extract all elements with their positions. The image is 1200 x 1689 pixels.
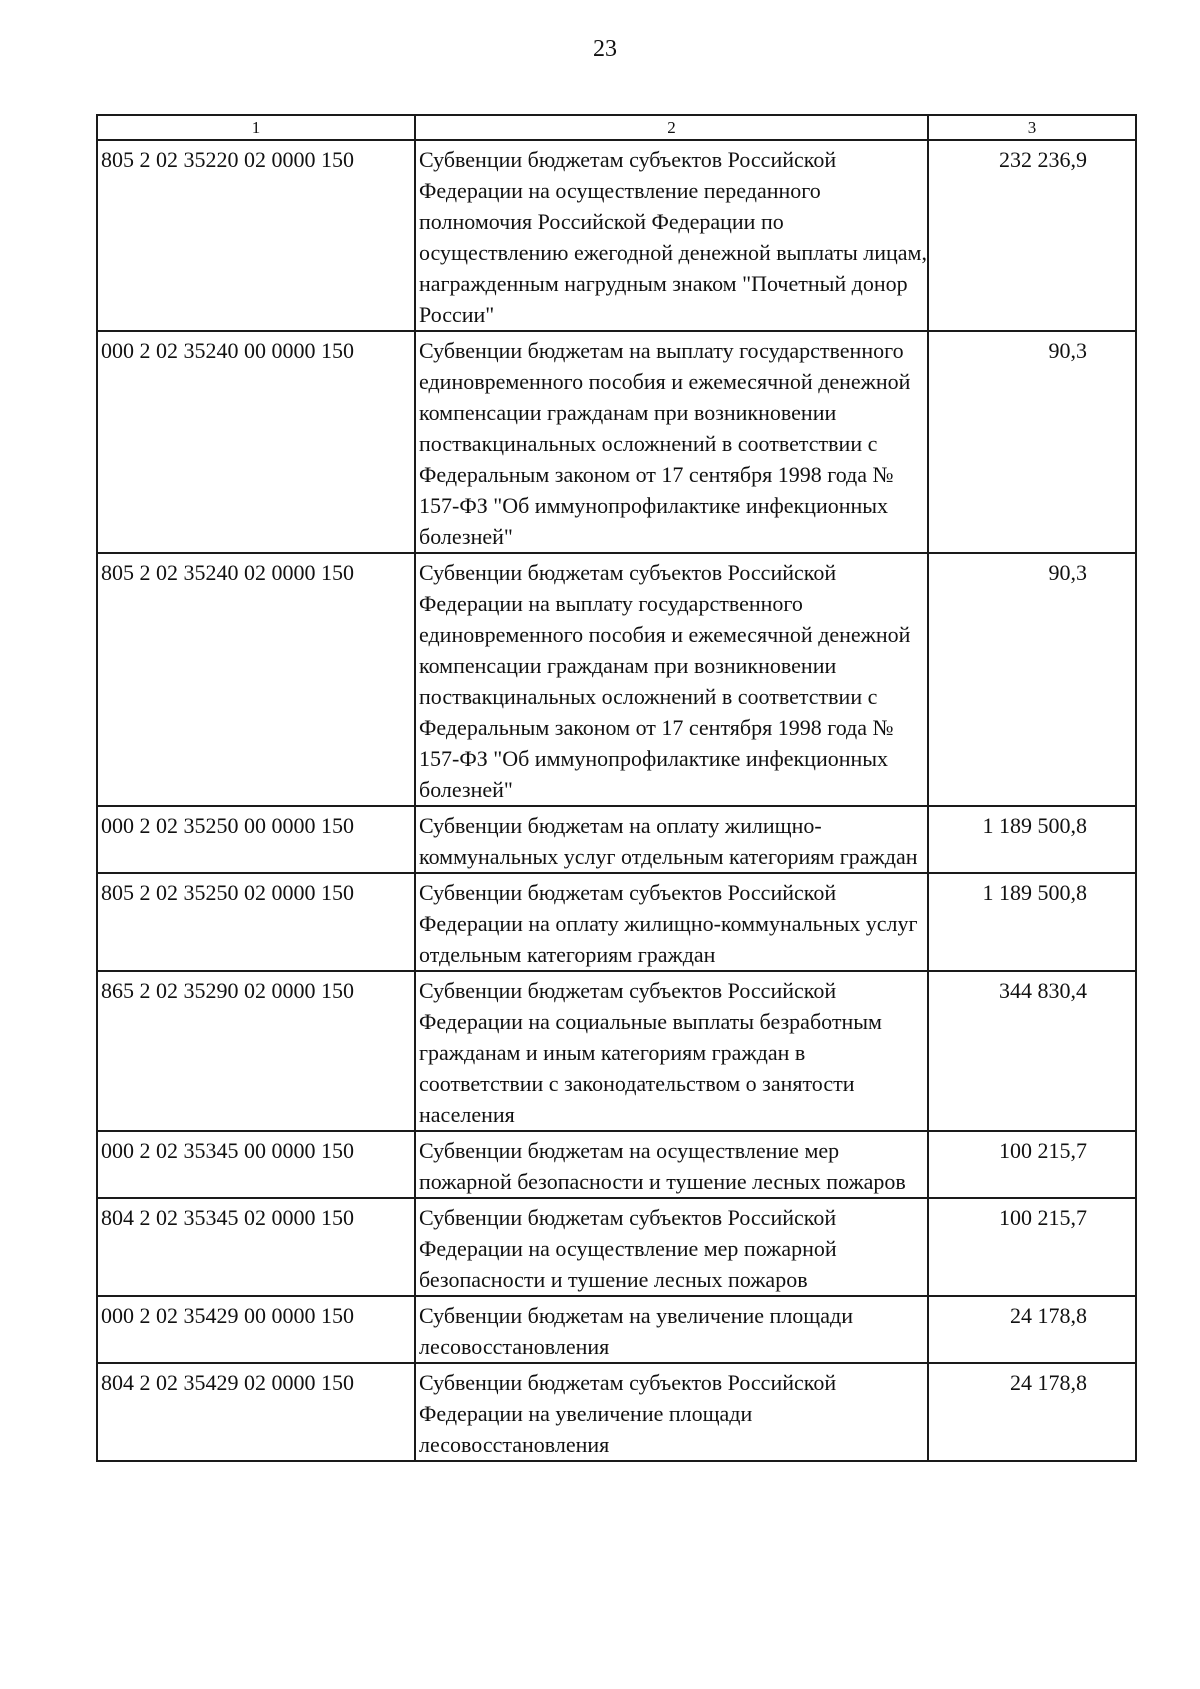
table-header-row bbox=[97, 115, 1136, 140]
table-row bbox=[97, 873, 1136, 971]
budget-code-cell: 804 2 02 35345 02 0000 150 bbox=[97, 1198, 415, 1296]
amount-cell: 24 178,8 bbox=[928, 1296, 1136, 1363]
amount-cell: 1 189 500,8 bbox=[928, 806, 1136, 873]
table-row bbox=[97, 971, 1136, 1131]
table-row bbox=[97, 1296, 1136, 1363]
column-header-2: 2 bbox=[415, 115, 928, 140]
table-row bbox=[97, 1198, 1136, 1296]
table-row bbox=[97, 140, 1136, 331]
page-number: 23 bbox=[593, 36, 617, 62]
column-header-1: 1 bbox=[97, 115, 415, 140]
budget-table bbox=[96, 114, 1137, 1462]
description-cell: Субвенции бюджетам субъектов Российской Федерации на выплату государственного единовременного пособия и ежемесячной денежной компенсации гражданам при возникновении поствакцинальных осложнений в соответствии с Федеральным законом от 17 сентября 1998 года № 157-ФЗ "Об иммунопрофилактике инфекционных болезней" bbox=[415, 553, 928, 806]
description-cell: Субвенции бюджетам на увеличение площади лесовосстановления bbox=[415, 1296, 928, 1363]
table-row bbox=[97, 553, 1136, 806]
table-row bbox=[97, 1131, 1136, 1198]
description-cell: Субвенции бюджетам субъектов Российской Федерации на оплату жилищно-коммунальных услуг отдельным категориям граждан bbox=[415, 873, 928, 971]
budget-code-cell: 805 2 02 35250 02 0000 150 bbox=[97, 873, 415, 971]
budget-code-cell: 000 2 02 35240 00 0000 150 bbox=[97, 331, 415, 553]
amount-cell: 24 178,8 bbox=[928, 1363, 1136, 1461]
budget-code-cell: 000 2 02 35345 00 0000 150 bbox=[97, 1131, 415, 1198]
budget-code-cell: 805 2 02 35220 02 0000 150 bbox=[97, 140, 415, 331]
budget-code-cell: 805 2 02 35240 02 0000 150 bbox=[97, 553, 415, 806]
amount-cell: 100 215,7 bbox=[928, 1131, 1136, 1198]
description-cell: Субвенции бюджетам на оплату жилищно-коммунальных услуг отдельным категориям граждан bbox=[415, 806, 928, 873]
column-header-3: 3 bbox=[928, 115, 1136, 140]
amount-cell: 344 830,4 bbox=[928, 971, 1136, 1131]
amount-cell: 232 236,9 bbox=[928, 140, 1136, 331]
amount-cell: 90,3 bbox=[928, 553, 1136, 806]
amount-cell: 90,3 bbox=[928, 331, 1136, 553]
amount-cell: 100 215,7 bbox=[928, 1198, 1136, 1296]
table-row bbox=[97, 1363, 1136, 1461]
description-cell: Субвенции бюджетам субъектов Российской Федерации на осуществление мер пожарной безопасности и тушение лесных пожаров bbox=[415, 1198, 928, 1296]
budget-code-cell: 865 2 02 35290 02 0000 150 bbox=[97, 971, 415, 1131]
description-cell: Субвенции бюджетам на выплату государственного единовременного пособия и ежемесячной денежной компенсации гражданам при возникновении поствакцинальных осложнений в соответствии с Федеральным законом от 17 сентября 1998 года № 157-ФЗ "Об иммунопрофилактике инфекционных болезней" bbox=[415, 331, 928, 553]
description-cell: Субвенции бюджетам субъектов Российской Федерации на социальные выплаты безработным гражданам и иным категориям граждан в соответствии с законодательством о занятости населения bbox=[415, 971, 928, 1131]
budget-code-cell: 000 2 02 35429 00 0000 150 bbox=[97, 1296, 415, 1363]
description-cell: Субвенции бюджетам субъектов Российской Федерации на осуществление переданного полномочия Российской Федерации по осуществлению ежегодной денежной выплаты лицам, награжденным нагрудным знаком "Почетный донор России" bbox=[415, 140, 928, 331]
description-cell: Субвенции бюджетам субъектов Российской Федерации на увеличение площади лесовосстановления bbox=[415, 1363, 928, 1461]
budget-code-cell: 000 2 02 35250 00 0000 150 bbox=[97, 806, 415, 873]
amount-cell: 1 189 500,8 bbox=[928, 873, 1136, 971]
table-row bbox=[97, 331, 1136, 553]
budget-code-cell: 804 2 02 35429 02 0000 150 bbox=[97, 1363, 415, 1461]
description-cell: Субвенции бюджетам на осуществление мер пожарной безопасности и тушение лесных пожаров bbox=[415, 1131, 928, 1198]
table-row bbox=[97, 806, 1136, 873]
